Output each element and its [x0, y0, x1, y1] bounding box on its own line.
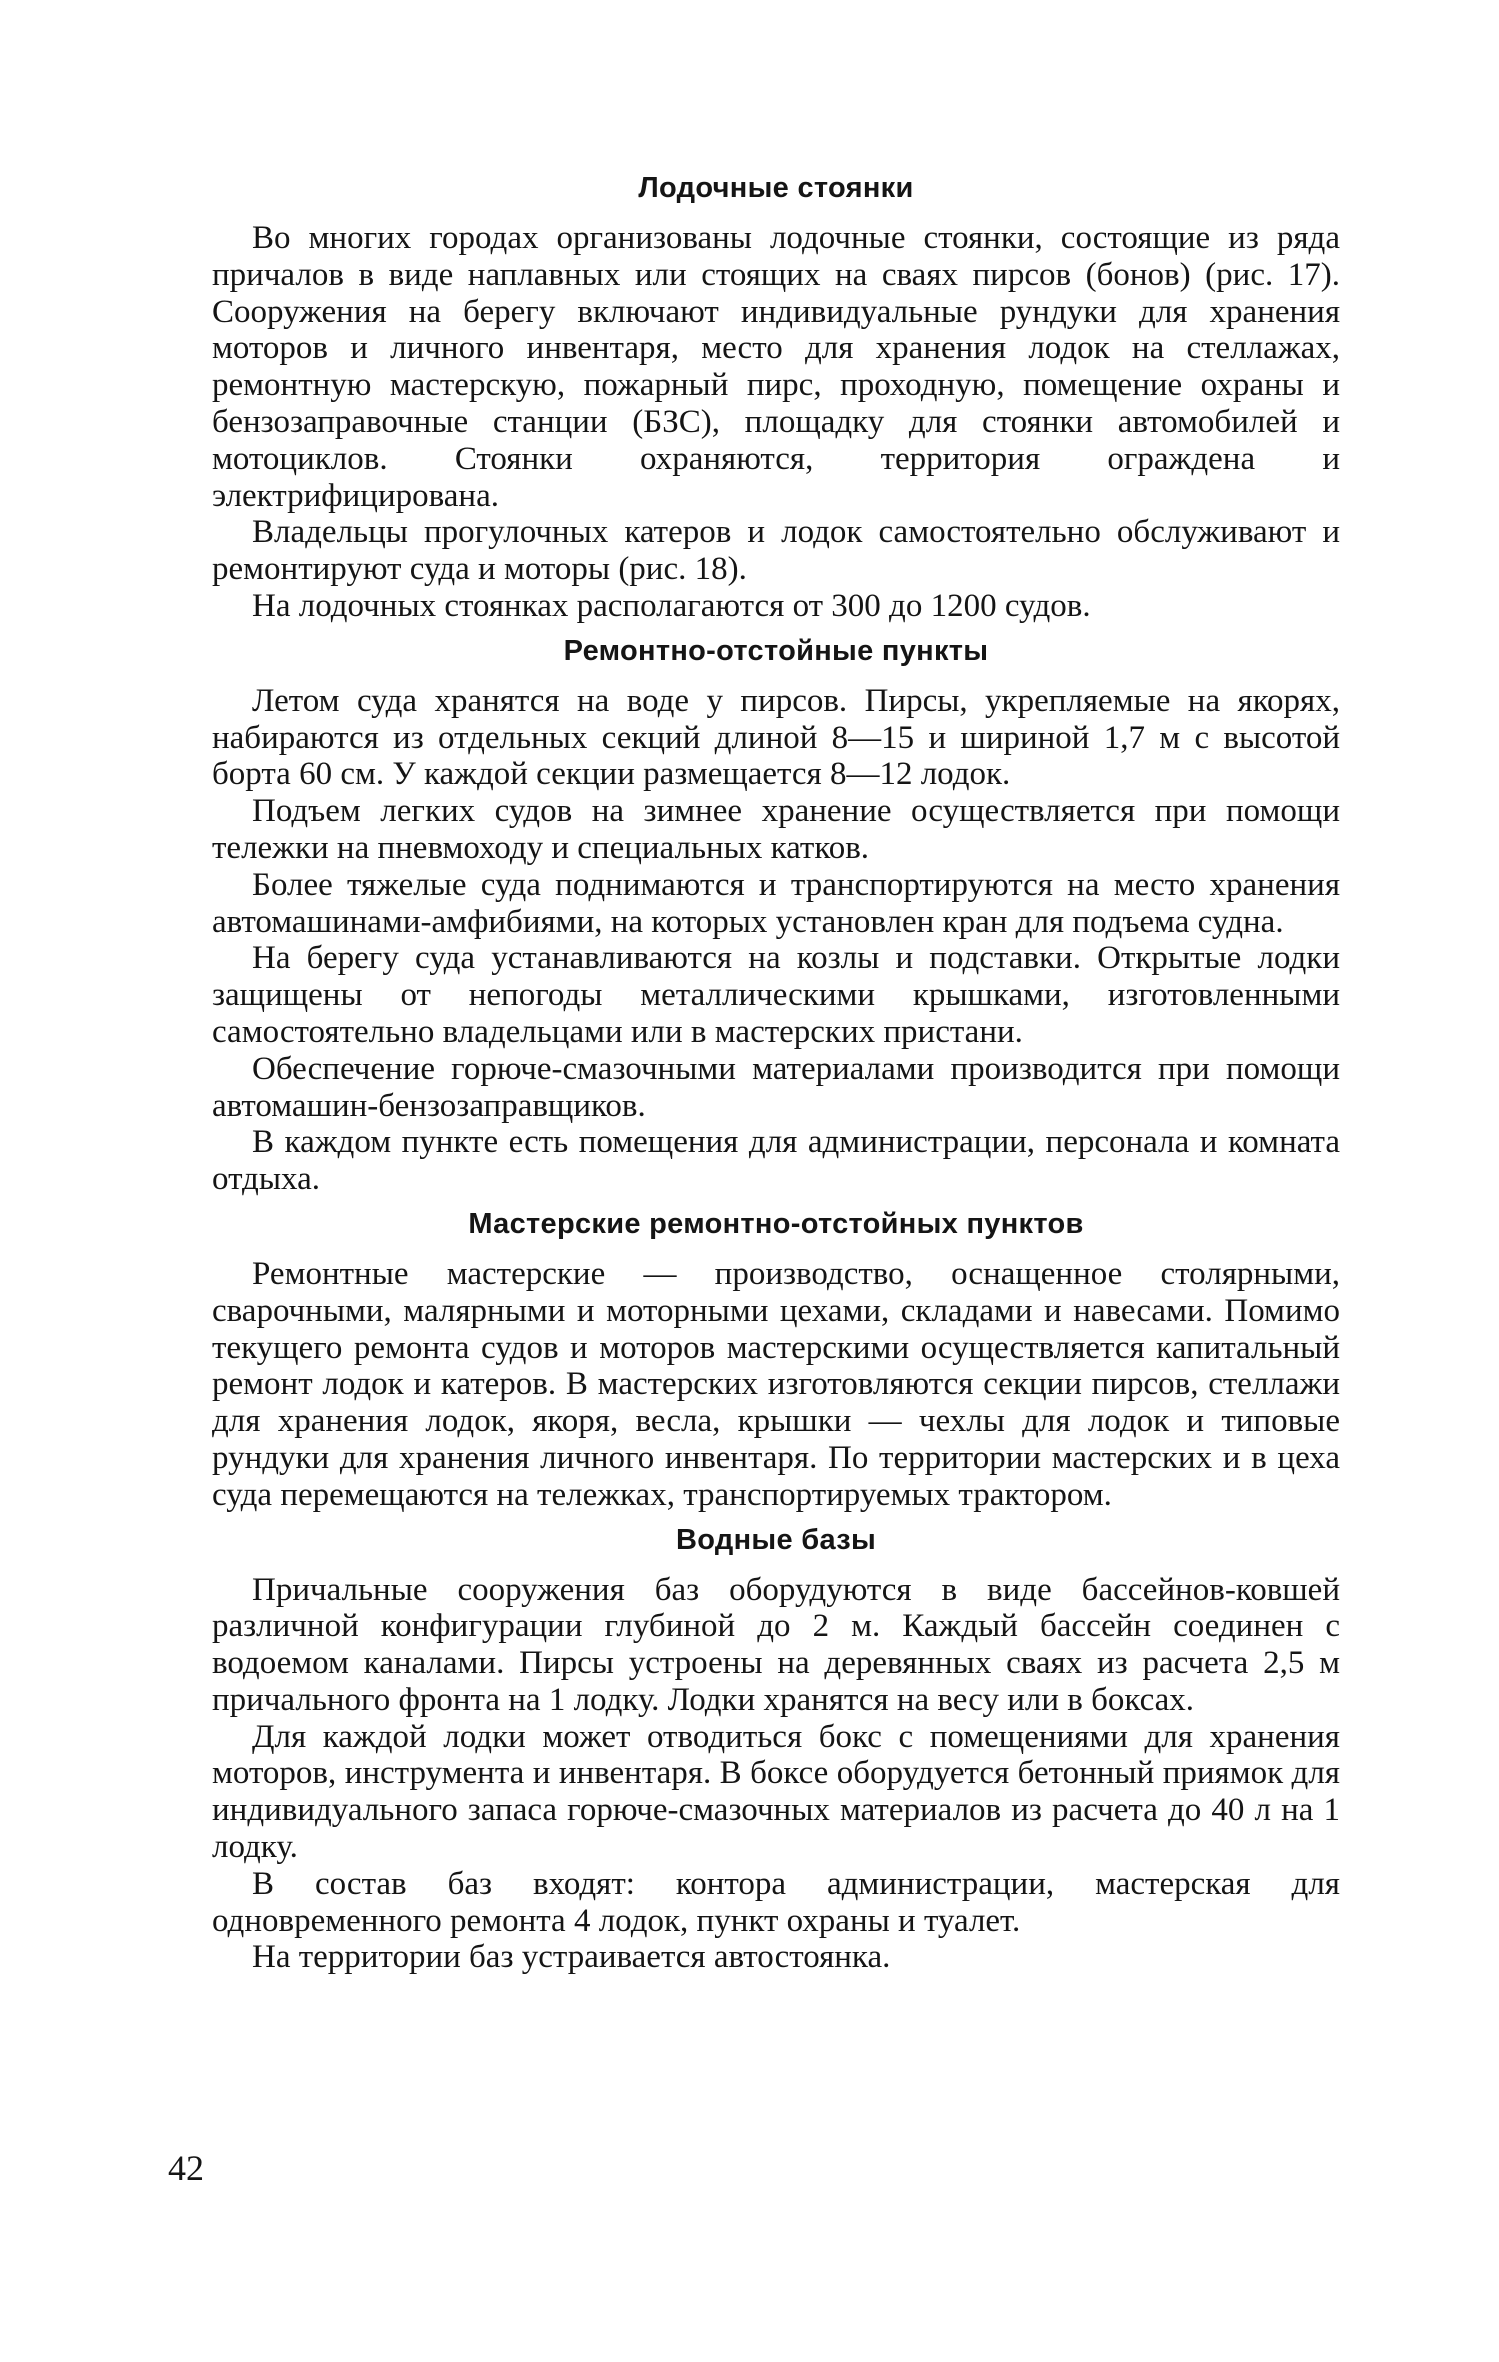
- section-heading-workshops: Мастерские ремонтно-отстойных пунктов: [468, 1207, 1084, 1240]
- paragraph: Причальные сооружения баз оборудуются в виде бассейнов-ковшей различной конфигурации глубиной до 2 м. Каждый бассейн соединен с водоемом каналами. Пирсы устроены на деревянных сваях из расчета 2,5 м причального фронта на 1 лодку. Лодки хранятся на весу или в боксах.: [212, 1571, 1340, 1718]
- paragraph: На берегу суда устанавливаются на козлы и подставки. Открытые лодки защищены от непогоды металлическими крышками, изготовленными самостоятельно владельцами или в мастерских пристани.: [212, 940, 1340, 1050]
- section-heading-repair-points: Ремонтно-отстойные пункты: [563, 634, 989, 667]
- paragraph: Владельцы прогулочных катеров и лодок самостоятельно обслуживают и ремонтируют суда и моторы (рис. 18).: [212, 514, 1340, 588]
- section-heading-water-bases: Водные базы: [675, 1523, 877, 1556]
- paragraph: На лодочных стоянках располагаются от 300 до 1200 судов.: [252, 587, 1091, 624]
- paragraph: На территории баз устраивается автостоянка.: [252, 1939, 891, 1976]
- paragraph: Летом суда хранятся на воде у пирсов. Пирсы, укрепляемые на якорях, набираются из отдельных секций длиной 8—15 и шириной 1,7 м с высотой борта 60 см. У каждой секции размещается 8—12 лодок.: [212, 682, 1340, 793]
- paragraph: Более тяжелые суда поднимаются и транспортируются на место хранения автомашинами-амфибиями, на которых установлен кран для подъема судна.: [212, 866, 1340, 940]
- page-number: 42: [168, 2148, 204, 2188]
- paragraph: Обеспечение горюче-смазочными материалами производится при помощи автомашин-бензозаправщиков.: [212, 1050, 1340, 1124]
- paragraph: Для каждой лодки может отводиться бокс с помещениями для хранения моторов, инструмента и инвентаря. В боксе оборудуется бетонный приямок для индивидуального запаса горюче-смазочных материалов из расчета до 40 л на 1 лодку.: [212, 1718, 1340, 1866]
- paragraph: В состав баз входят: контора администрации, мастерская для одновременного ремонта 4 лодок, пункт охраны и туалет.: [212, 1865, 1340, 1939]
- section-heading-boat-parking: Лодочные стоянки: [638, 172, 914, 204]
- paragraph: В каждом пункте есть помещения для администрации, персонала и комната отдыха.: [212, 1124, 1340, 1198]
- paragraph: Ремонтные мастерские — производство, оснащенное столярными, сварочными, малярными и моторными цехами, складами и навесами. Помимо текущего ремонта судов и моторов мастерскими осуществляется капитальный ремонт лодок и катеров. В мастерских изготовляются секции пирсов, стеллажи для хранения лодок, якоря, весла, крышки — чехлы для лодок и типовые рундуки для хранения личного инвентаря. По территории мастерских и в цеха суда перемещаются на тележках, транспортируемых трактором.: [212, 1255, 1340, 1513]
- paragraph: Подъем легких судов на зимнее хранение осуществляется при помощи тележки на пневмоходу и специальных катков.: [212, 793, 1340, 866]
- text-column: [212, 170, 1340, 1976]
- paragraph: Во многих городах организованы лодочные стоянки, состоящие из ряда причалов в виде наплавных или стоящих на сваях пирсов (бонов) (рис. 17). Сооружения на берегу включают индивидуальные рундуки для хранения моторов и личного инвентаря, место для хранения лодок на стеллажах, ремонтную мастерскую, пожарный пирс, проходную, помещение охраны и бензозаправочные станции (БЗС), площадку для стоянки автомобилей и мотоциклов. Стоянки охраняются, территория ограждена и электрифицирована.: [212, 220, 1340, 514]
